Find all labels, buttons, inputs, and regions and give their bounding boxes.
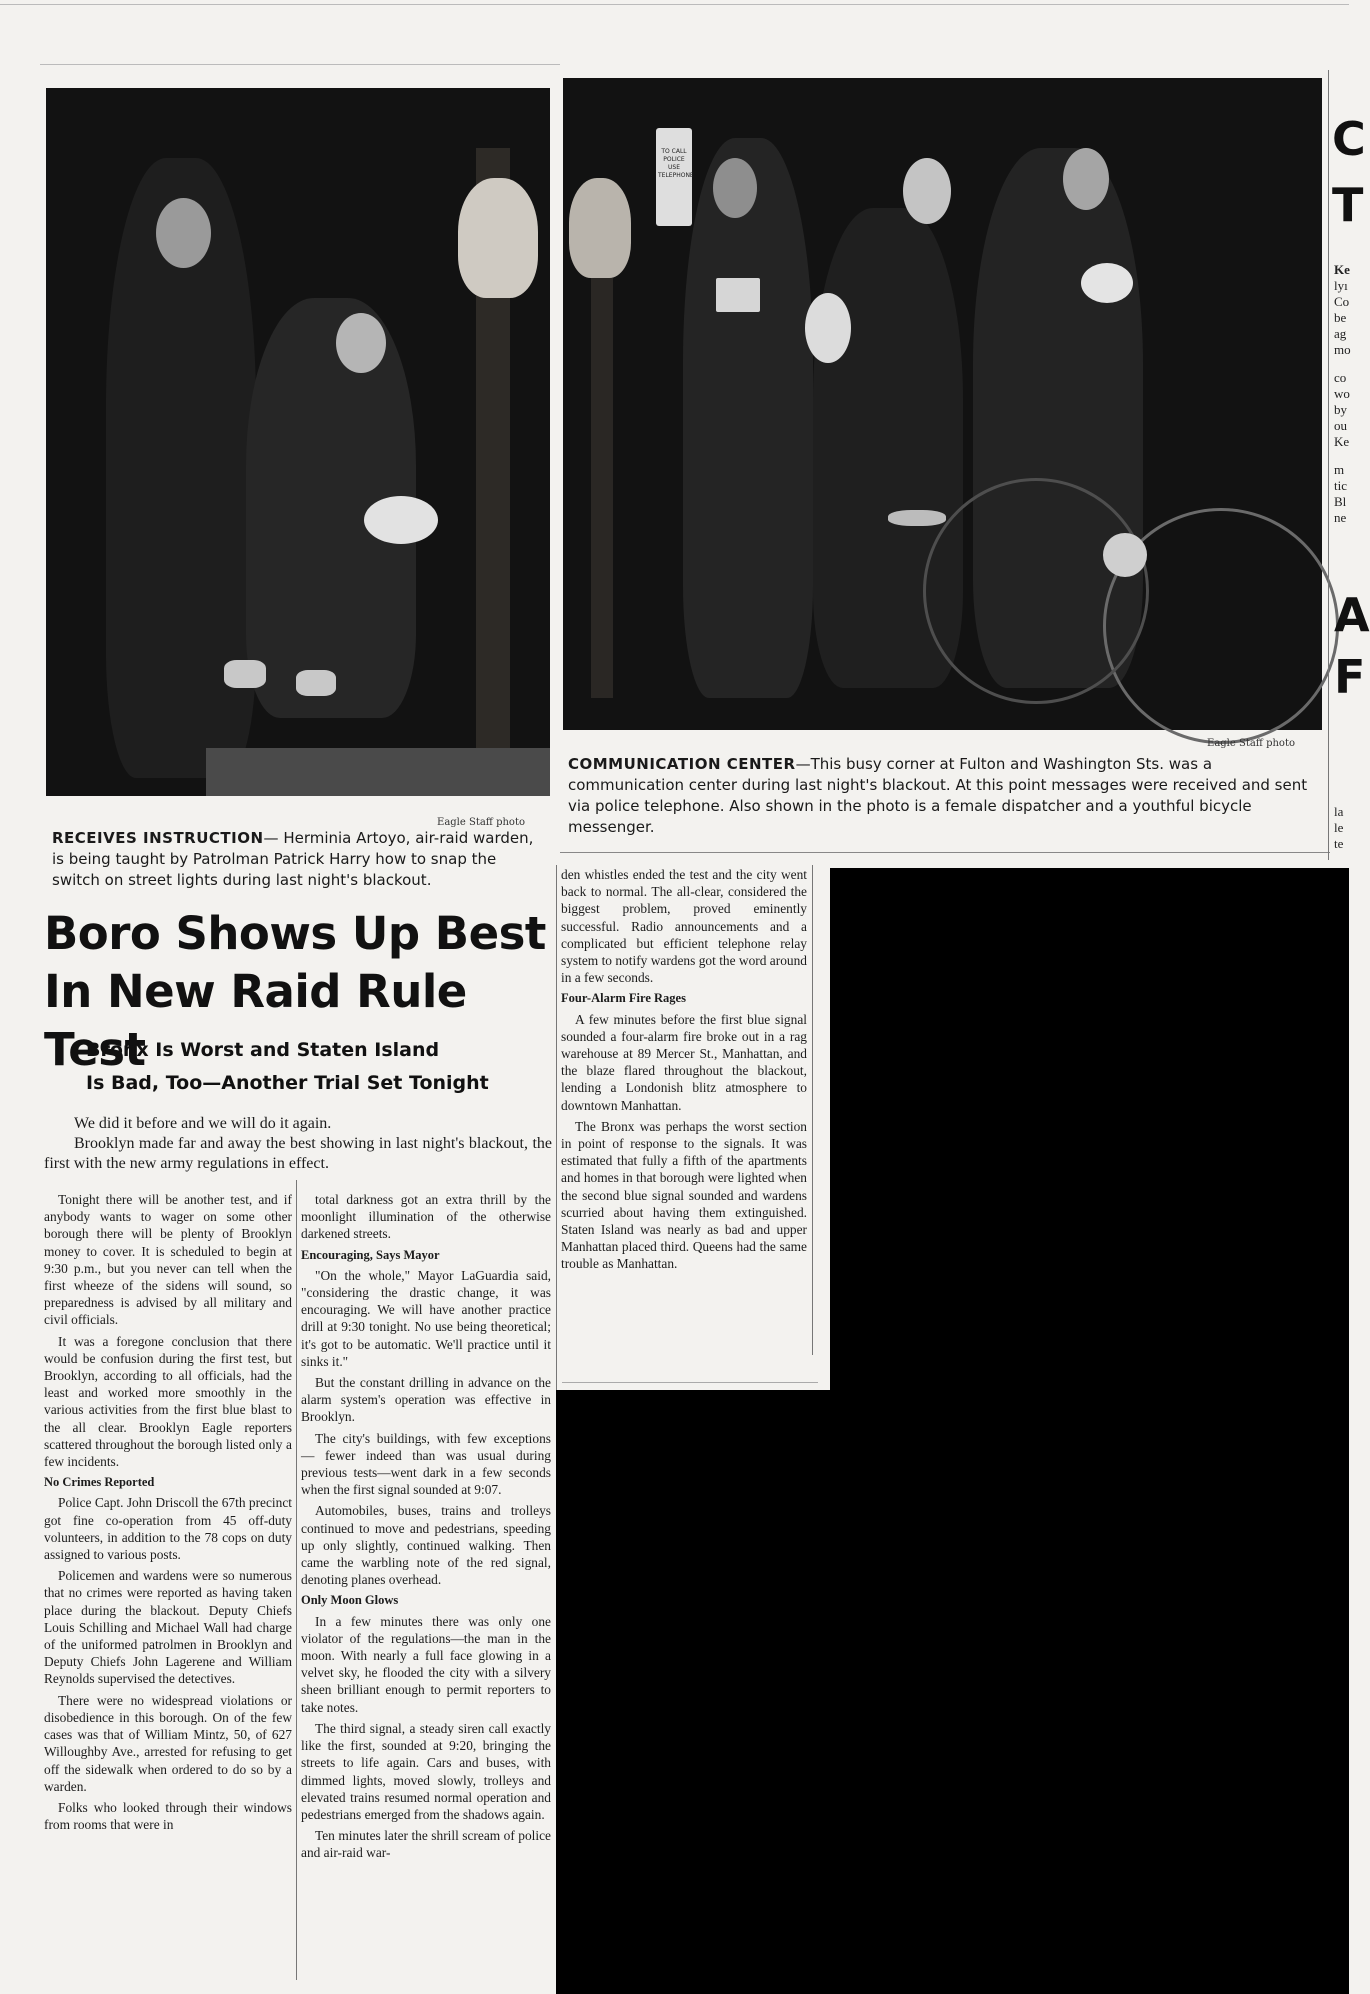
col2-p3: But the constant drilling in advance on the alarm system's operation was effective in Brooklyn.	[301, 1375, 551, 1425]
left-caption-head: RECEIVES INSTRUCTION	[52, 829, 264, 847]
column-3	[561, 866, 807, 1277]
lede-p2: Brooklyn made far and away the best showing in last night's blackout, the first with the new army regulations in effect.	[44, 1135, 552, 1172]
col1-p3: Police Capt. John Driscoll the 67th precinct got fine co-operation from 45 off-duty volunteers, in addition to the 78 cops on duty assigned to various posts.	[44, 1495, 292, 1563]
figure-policeman	[683, 138, 813, 698]
edge-letter-4: F	[1334, 650, 1366, 704]
policeman-face	[713, 158, 757, 218]
lamp-globe	[458, 178, 538, 298]
lamp-globe-right	[569, 178, 631, 278]
edge-text-block-lower	[1334, 804, 1349, 852]
col2-p6: In a few minutes there was only one violator of the regulations—the man in the moon. With nearly a full face glowing in a velvet sky, he flooded the city with a silvery sheen brilliant enough to permit reporters to take notes.	[301, 1613, 551, 1715]
col1-p1: Tonight there will be another test, and if anybody wants to wager on some other borough there will be plenty of Brooklyn money to cover. It is scheduled to begin at 9:30 p.m., but you never can tell when the first wheeze of the sidens will sound, so preparedness is advised by all military and civil officials.	[44, 1192, 292, 1328]
edge-frag: co	[1334, 370, 1347, 385]
left-caption-body: — Herminia Artoyo, air-raid warden, is being taught by Patrolman Patrick Harry how to snap the switch on street lights during last night's blackout.	[52, 829, 534, 889]
warden-shoe-right	[296, 670, 336, 696]
ground-snow	[206, 748, 550, 796]
col3-subhead: Four-Alarm Fire Rages	[561, 991, 686, 1006]
edge-letter-3: A	[1334, 588, 1370, 642]
col1-p4: Policemen and wardens were so numerous that no crimes were reported as having taken place during the blackout. Deputy Chiefs Louis Schilling and Michael Wall had charge of the uniformed patrolmen in Brooklyn and Deputy Chiefs John Lagerene and William Reynolds supervised the detectives.	[44, 1568, 292, 1687]
col1-p2: It was a foregone conclusion that there would be confusion during the first test, but Brooklyn, according to all officials, had the least and worked more smoothly in the various activities from the first blue blast to the all clear. Brooklyn Eagle reporters scattered throughout the borough listed only a few incidents.	[44, 1333, 292, 1470]
blackout-area-upper	[830, 868, 1349, 1390]
edge-letter-1: C	[1332, 112, 1366, 166]
deck-line1: Bronx Is Worst and Staten Island	[86, 1039, 440, 1061]
col2-p7: The third signal, a steady siren call exactly like the first, sounded at 9:20, bringing the streets to life again. Cars and buses, with dimmed lights, moved slowly, trolleys and elevated trains resumed normal operation and pedestrians emerged from the shadows again.	[301, 1720, 551, 1822]
left-photo-caption	[52, 828, 544, 891]
right-photo-caption	[568, 754, 1318, 838]
top-dashed-rule	[40, 64, 560, 65]
dispatcher-face	[903, 158, 951, 224]
left-photo-credit: Eagle Staff photo	[437, 817, 525, 828]
col1-p6: Folks who looked through their windows from rooms that were in	[44, 1799, 292, 1833]
edge-frag: wo	[1334, 386, 1350, 401]
edge-frag: by	[1334, 402, 1347, 417]
edge-frag: Bl	[1334, 494, 1347, 509]
edge-frag: Ke	[1334, 262, 1350, 277]
col3-p3: The Bronx was perhaps the worst section in point of response to the signals. It was estimated that fully a fifth of the apartments and homes in that borough were lighted when the second blue signal sounded and wardens scurried about having them extinguished. Staten Island was nearly as bad and upper Manhattan placed third. Queens had the same trouble as Manhattan.	[561, 1118, 807, 1272]
right-caption-head: COMMUNICATION CENTER	[568, 755, 796, 773]
patrolman-face	[156, 198, 211, 268]
edge-frag: ag	[1334, 326, 1347, 341]
warden-helmet	[364, 496, 438, 544]
edge-frag: ne	[1334, 510, 1347, 525]
policeman-paper	[716, 278, 760, 312]
edge-frag: te	[1334, 836, 1344, 851]
right-photo	[563, 78, 1322, 730]
blackout-area-lower	[556, 1390, 1349, 1994]
col1-subhead: No Crimes Reported	[44, 1475, 155, 1490]
right-edge-rule	[1328, 70, 1329, 860]
left-photo	[46, 88, 550, 796]
lamp-post-right	[591, 278, 613, 698]
edge-letter-2: T	[1332, 178, 1364, 232]
headline-line2: In New Raid Rule Test	[44, 965, 467, 1076]
edge-text-block	[1334, 262, 1349, 526]
edge-frag: be	[1334, 310, 1347, 325]
column-1	[44, 1191, 292, 1837]
lede-p1: We did it before and we will do it again.	[74, 1115, 332, 1132]
edge-frag: mo	[1334, 342, 1351, 357]
right-photo-credit: Eagle Staff photo	[1207, 738, 1295, 749]
edge-frag: tic	[1334, 478, 1347, 493]
col2-p8: Ten minutes later the shrill scream of police and air-raid war-	[301, 1828, 551, 1861]
col1-p5: There were no widespread violations or disobedience in this borough. On of the few cases was that of William Mintz, 50, of 627 Willoughby Ave., arrested for refusing to get off the sidewalk when ordered to do so by a warden.	[44, 1692, 292, 1794]
col2-p5: Automobiles, buses, trains and trolleys continued to move and pedestrians, speeding up only slightly, continued walking. Then came the warbling note of the red signal, denoting planes overhead.	[301, 1503, 551, 1588]
col3-p2: A few minutes before the first blue signal sounded a four-alarm fire broke out in a rag warehouse at 89 Mercer St., Manhattan, and the blaze flared throughout the blackout, lending a Londonish blitz atmosphere to downtown Manhattan.	[561, 1011, 807, 1113]
warden-face	[336, 313, 386, 373]
messenger-face	[1063, 148, 1109, 210]
headline-line1: Boro Shows Up Best	[44, 907, 546, 960]
bicycle-seat	[888, 510, 946, 526]
bicycle-wheel-back	[923, 478, 1149, 704]
warden-shoe-left	[224, 660, 266, 688]
messenger-armband	[1081, 263, 1133, 303]
deck	[86, 1034, 566, 1100]
top-edge-rule	[0, 4, 1349, 5]
edge-frag: m	[1334, 462, 1345, 477]
bicycle-light	[1103, 533, 1147, 577]
col2-p4: The city's buildings, with few exceptions — fewer indeed than was usual during previous tests—went dark in a few seconds when the first signal sounded at 9:07.	[301, 1430, 551, 1498]
police-sign-text: TO CALL POLICE USE TELEPHONE	[658, 148, 694, 179]
right-caption-rule	[560, 852, 1330, 853]
edge-frag: ou	[1334, 418, 1347, 433]
edge-frag: Co	[1334, 294, 1350, 309]
edge-frag: la	[1334, 804, 1344, 819]
lede	[44, 1114, 552, 1174]
col2-subhead-2: Only Moon Glows	[301, 1593, 399, 1608]
edge-frag: lyı	[1334, 278, 1348, 293]
column-rule-1	[296, 1180, 297, 1980]
dispatcher-helmet	[805, 293, 851, 363]
deck-line2: Is Bad, Too—Another Trial Set Tonight	[86, 1072, 489, 1094]
edge-frag: Ke	[1334, 434, 1350, 449]
col2-subhead-1: Encouraging, Says Mayor	[301, 1247, 440, 1262]
edge-frag: le	[1334, 820, 1344, 835]
column-3-end-rule	[562, 1382, 818, 1383]
column-rule-3	[812, 865, 813, 1355]
col2-p2: "On the whole," Mayor LaGuardia said, "considering the drastic change, it was encouraging. We will have another practice drill at 9:30 tonight. No use being theoretical; it's got to be automatic. We'll practice until it sinks it."	[301, 1267, 551, 1369]
column-2	[301, 1191, 551, 1866]
right-caption-body: —This busy corner at Fulton and Washington Sts. was a communication center during last night's blackout. At this point messages were received and sent via police telephone. Also shown in the photo is a female dispatcher and a youthful bicycle messenger.	[568, 755, 1308, 836]
col2-p1: total darkness got an extra thrill by the moonlight illumination of the otherwise darkened streets.	[301, 1192, 551, 1242]
col3-p1: den whistles ended the test and the city went back to normal. The all-clear, considered the biggest problem, proved eminently successful. Radio announcements and a complicated but efficient telephone relay system to notify wardens got the word around in a few seconds.	[561, 867, 807, 986]
